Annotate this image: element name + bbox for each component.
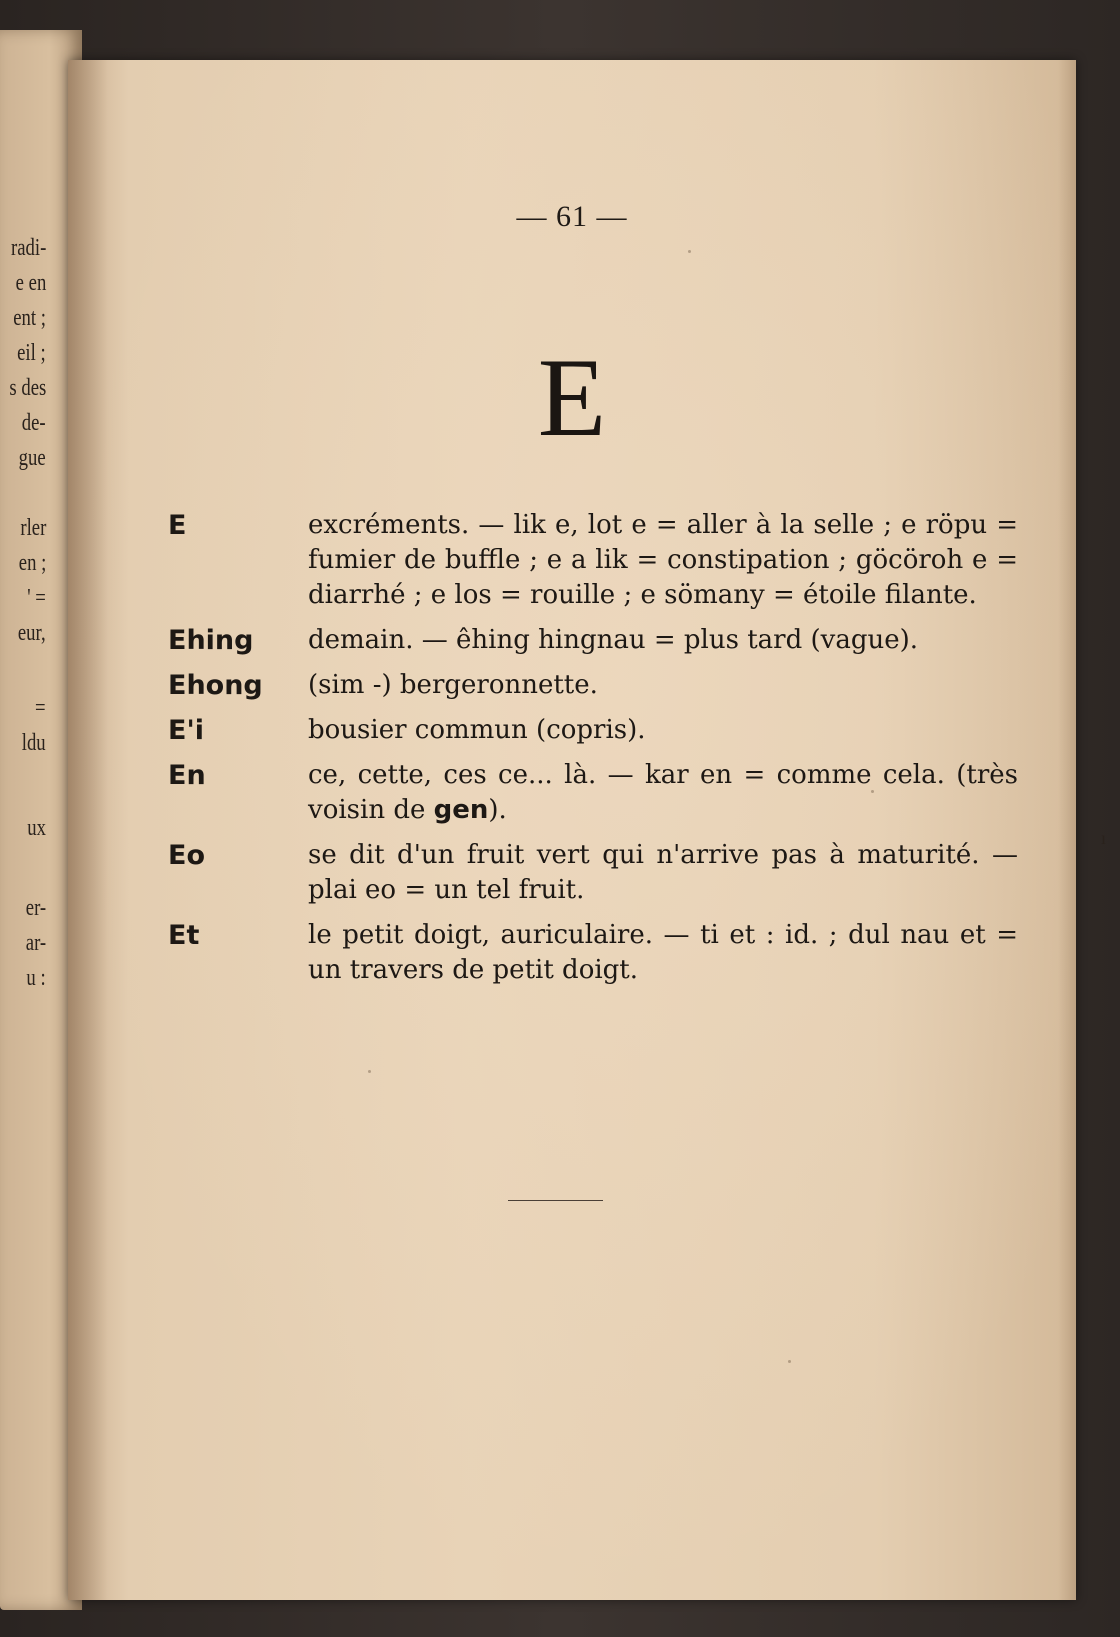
entry-definition xyxy=(308,758,1018,828)
paper-speck xyxy=(368,1070,371,1073)
left-fragment: ux xyxy=(27,815,46,841)
left-fragment: ent ; xyxy=(13,305,46,331)
entry-headword: Ehing xyxy=(168,625,254,656)
left-fragment: gue xyxy=(18,445,46,471)
left-fragment: e en xyxy=(15,270,46,296)
section-letter: E xyxy=(537,336,607,460)
entry-headword: Eo xyxy=(168,840,205,871)
entry-definition: excréments. — lik e, lot e = aller à la selle ; e röpu = fumier de buffle ; e a lik = constipation ; göcöroh e = diarrhé ; e los = rouille ; e sömany = étoile filante. xyxy=(308,510,1018,610)
paper-speck xyxy=(688,250,691,253)
entry-definition: bousier commun (copris). xyxy=(308,715,646,745)
left-fragment: ar- xyxy=(25,930,46,956)
entry-headword: En xyxy=(168,760,206,791)
left-fragment: ' = xyxy=(27,585,46,611)
entry-headword: E xyxy=(168,510,187,541)
entry-list xyxy=(168,508,1018,998)
entry-definition: le petit doigt, auriculaire. — ti et : id. ; dul nau et = un travers de petit doigt. xyxy=(308,920,1018,985)
left-fragment: = xyxy=(35,695,46,721)
dictionary-entry xyxy=(168,713,1018,748)
dictionary-entry xyxy=(168,508,1018,613)
section-end-rule xyxy=(508,1200,603,1201)
paper-speck xyxy=(788,1360,791,1363)
entry-headword: Et xyxy=(168,920,200,951)
entry-headword: E'i xyxy=(168,715,204,746)
dictionary-entry xyxy=(168,623,1018,658)
left-fragment: s des xyxy=(9,375,46,401)
page-edge-shadow xyxy=(1058,60,1076,1600)
dictionary-entry xyxy=(168,918,1018,988)
entry-definition: (sim -) bergeronnette. xyxy=(308,670,598,700)
left-fragment: u : xyxy=(26,965,46,991)
left-fragment: rler xyxy=(20,515,46,541)
entry-definition: se dit d'un fruit vert qui n'arrive pas à maturité. — plai eo = un tel fruit. xyxy=(308,840,1018,905)
left-fragment: en ; xyxy=(18,550,46,576)
entry-definition: demain. — êhing hingnau = plus tard (vague). xyxy=(308,625,919,655)
left-fragment: radi- xyxy=(10,235,46,261)
dictionary-page xyxy=(68,60,1107,1600)
dictionary-entry xyxy=(168,668,1018,703)
entry-headword: Ehong xyxy=(168,670,263,701)
left-fragment: eur, xyxy=(18,620,46,646)
left-fragment: de- xyxy=(22,410,46,436)
left-fragment: er- xyxy=(25,895,46,921)
stray-mark: ı xyxy=(1101,828,1107,848)
left-fragment: ldu xyxy=(22,730,46,756)
definition-text: ). xyxy=(488,795,507,825)
page-number: — 61 — xyxy=(516,200,628,233)
dictionary-entry xyxy=(168,838,1018,908)
left-fragment: eil ; xyxy=(17,340,46,366)
cross-reference: gen xyxy=(433,795,489,825)
definition-text: ce, cette, ces ce... là. — kar en = comme cela. (très voisin de xyxy=(308,760,1018,825)
dictionary-entry xyxy=(168,758,1018,828)
spine-shadow xyxy=(68,60,108,1600)
